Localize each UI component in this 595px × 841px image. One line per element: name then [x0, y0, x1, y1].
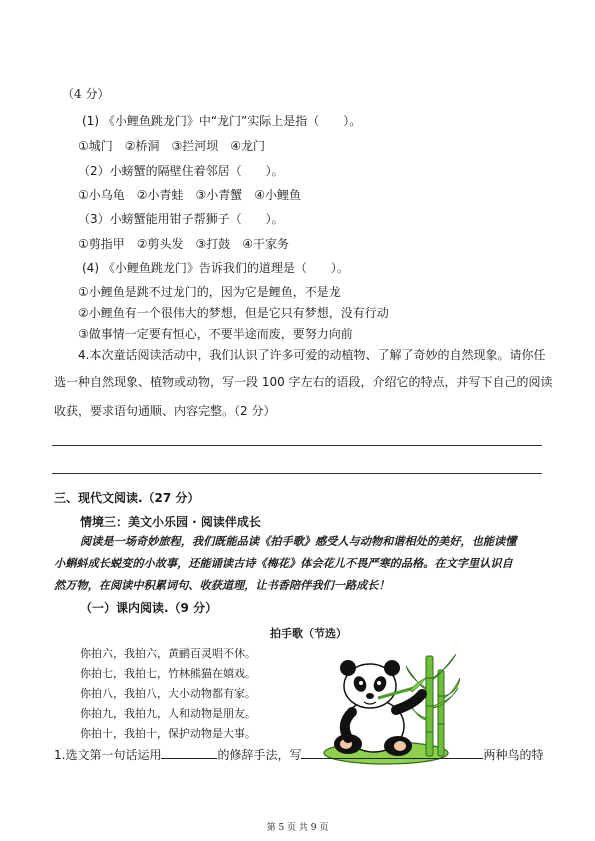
q4-line-3: 收获，要求语句通顺、内容完整。（2 分） — [54, 404, 276, 418]
q3-item-4-option-2: ②小鲤鱼有一个很伟大的梦想，但是它只有梦想，没有行动 — [78, 306, 389, 320]
question-1-part-c: 两种鸟的特 — [483, 748, 544, 762]
q3-item-1-options: ①城门 ②桥洞 ③拦河坝 ④龙门 — [78, 139, 266, 153]
question-1 — [54, 746, 543, 763]
poem-line-1: 你拍六，我拍六，黄鹂百灵唱不休。 — [80, 647, 256, 660]
q3-item-2-options: ①小乌龟 ②小青蛙 ③小青蟹 ④小鲤鱼 — [78, 188, 302, 202]
q3-item-3: （3）小螃蟹能用钳子帮狮子（ ）。 — [78, 212, 284, 226]
intro-line-3: 然万物，在阅读中积累词句、收获道理，让书香陪伴我们一路成长！ — [54, 578, 390, 592]
bird-answer-blank[interactable] — [301, 746, 483, 759]
page-number: 第 5 页 共 9 页 — [266, 823, 329, 833]
poem-title: 拍手歌（节选） — [270, 627, 347, 640]
intro-line-1: 阅读是一场奇妙旅程，我们既能品读《拍手歌》感受人与动物和谐相处的美好，也能读懂 — [80, 534, 517, 548]
q3-item-4: (4) 《小鲤鱼跳龙门》告诉我们的道理是（ ）。 — [82, 261, 349, 275]
subsection-title: （一）课内阅读.（9 分） — [80, 601, 218, 615]
q3-item-3-options: ①剪指甲 ②剪头发 ③打鼓 ④干家务 — [78, 237, 290, 251]
intro-line-2: 小蝌蚪成长蜕变的小故事，还能诵读古诗《梅花》体会花儿不畏严寒的品格。在文字里认识自 — [54, 556, 513, 570]
rhetoric-answer-blank[interactable] — [161, 746, 217, 759]
question-1-part-a: 1.选文第一句话运用 — [54, 748, 162, 762]
q3-item-4-option-1: ①小鲤鱼是跳不过龙门的，因为它是鲤鱼，不是龙 — [78, 285, 341, 299]
q4-line-1: 4.本次童话阅读活动中，我们认识了许多可爱的动植物、了解了奇妙的自然现象。请你任 — [78, 348, 546, 362]
section-title: 三、现代文阅读.（27 分） — [54, 491, 200, 505]
q3-item-2: （2）小螃蟹的隔壁住着邻居（ ）。 — [78, 164, 284, 178]
question-1-part-b: 的修辞手法，写 — [217, 748, 302, 762]
poem-line-3: 你拍八，我拍八，大小动物都有家。 — [80, 687, 256, 700]
poem-line-2: 你拍七，我拍七，竹林熊猫在嬉戏。 — [80, 667, 256, 680]
poem-line-4: 你拍九，我拍九，人和动物是朋友。 — [80, 707, 256, 720]
answer-line-1[interactable] — [52, 445, 542, 446]
poem-line-5: 你拍十，我拍十，保护动物是大事。 — [80, 727, 256, 740]
q4-line-2: 选一种自然现象、植物或动物，写一段 100 字左右的语段，介绍它的特点，并写下自己的阅读 — [54, 375, 553, 389]
answer-line-2[interactable] — [52, 473, 542, 474]
q3-item-1: (1) 《小鲤鱼跳龙门》中“龙门”实际上是指（ ）。 — [82, 114, 362, 128]
q3-score: （4 分） — [62, 87, 110, 101]
scenario-title: 情境三：美文小乐园 · 阅读伴成长 — [80, 515, 261, 529]
q3-item-4-option-3: ③做事情一定要有恒心，不要半途而废，要努力向前 — [78, 327, 353, 341]
